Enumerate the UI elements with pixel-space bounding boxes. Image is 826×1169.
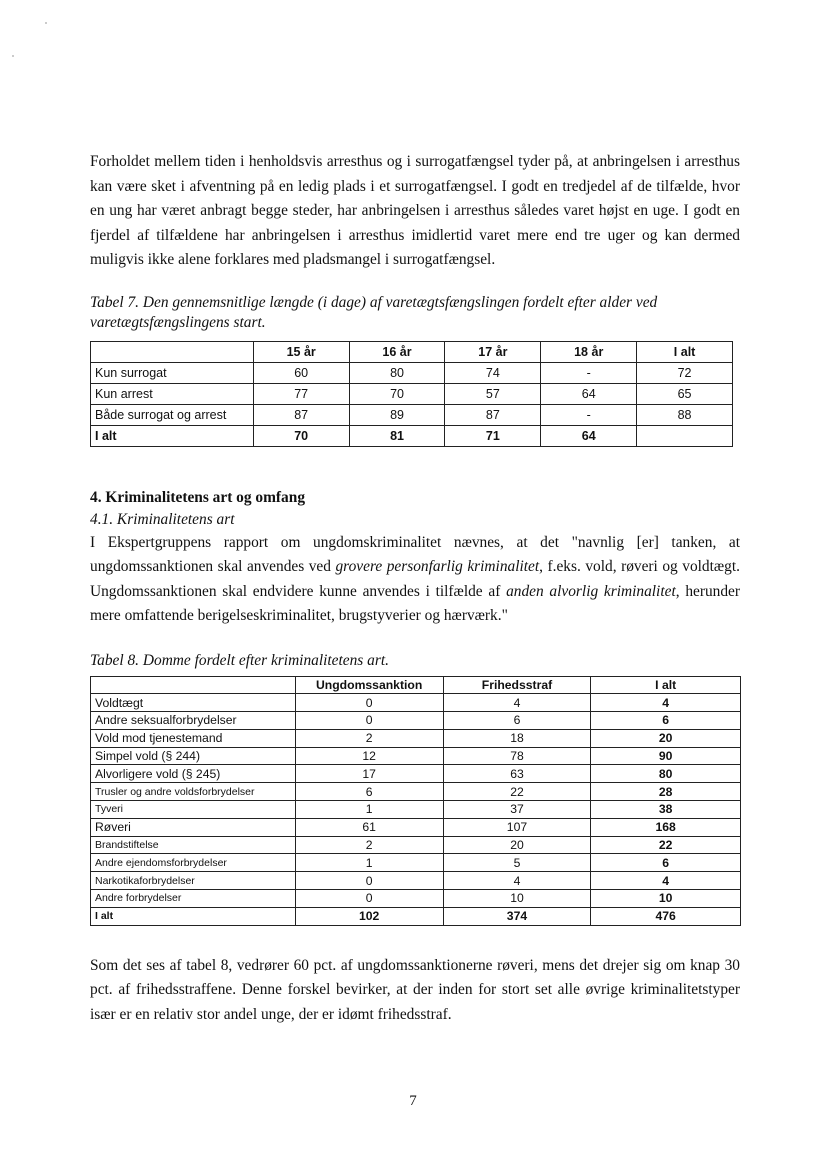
- emphasis-text: anden alvorlig kriminalitet: [506, 582, 676, 600]
- table8-cell: 2: [295, 729, 443, 747]
- table8-cell: 1: [295, 801, 443, 819]
- table8-cell: 18: [443, 729, 591, 747]
- table8-header-cell: I alt: [591, 676, 741, 694]
- table-row: [91, 383, 733, 404]
- table7-cell: 64: [541, 425, 637, 446]
- table8-cell: 102: [295, 907, 443, 925]
- table7-header-row: [91, 341, 733, 362]
- table8-total-row: [91, 907, 741, 925]
- table8-row-label: Røveri: [91, 818, 296, 836]
- table7-cell: 87: [445, 404, 541, 425]
- table7-cell: -: [541, 404, 637, 425]
- emphasis-text: grovere personfarlig kriminalitet: [335, 558, 540, 575]
- table8-cell: 4: [591, 694, 741, 712]
- table8-cell: 20: [443, 836, 591, 854]
- table-row: [91, 712, 741, 730]
- table-row: [91, 783, 741, 801]
- table7-cell: 87: [253, 404, 349, 425]
- table7-caption: Tabel 7. Den gennemsnitlige længde (i dage) af varetægtsfængslingen fordelt efter alder ved varetægtsfængslingens start.: [90, 293, 658, 331]
- table7-cell: 65: [637, 383, 733, 404]
- table8-cell: 90: [591, 747, 741, 765]
- scan-speck: [12, 55, 14, 57]
- table8-header-row: [91, 676, 741, 694]
- table7-cell: 70: [253, 425, 349, 446]
- table7-cell: 88: [637, 404, 733, 425]
- table7-cell: [637, 425, 733, 446]
- table8-row-label: Andre forbrydelser: [91, 890, 296, 908]
- table8-row-label: Brandstiftelse: [91, 836, 296, 854]
- table7-cell: -: [541, 362, 637, 383]
- table8-cell: 1: [295, 854, 443, 872]
- section-text: , herunder mere omfattende berigelseskriminalitet, brugstyverier og hærværk.": [90, 582, 741, 624]
- table8-cell: 168: [591, 818, 741, 836]
- table7-total-row: [91, 425, 733, 446]
- table7-row-label: Kun surrogat: [91, 362, 254, 383]
- table7-cell: 71: [445, 425, 541, 446]
- table7-cell: 74: [445, 362, 541, 383]
- table8-row-label: Andre seksualforbrydelser: [91, 712, 296, 730]
- table-row: [91, 854, 741, 872]
- table8-cell: 6: [443, 712, 591, 730]
- table8-cell: 28: [591, 783, 741, 801]
- table8-row-label: Tyveri: [91, 801, 296, 819]
- table7-cell: 80: [349, 362, 445, 383]
- table7-cell: 60: [253, 362, 349, 383]
- table-row: [91, 729, 741, 747]
- table8-row-label: I alt: [91, 907, 296, 925]
- table-row: [91, 765, 741, 783]
- table8-cell: 374: [443, 907, 591, 925]
- table8-cell: 22: [591, 836, 741, 854]
- table8-cell: 4: [443, 872, 591, 890]
- table8-cell: 22: [443, 783, 591, 801]
- table-row: [91, 362, 733, 383]
- table8-cell: 38: [591, 801, 741, 819]
- table7-header-cell: 16 år: [349, 341, 445, 362]
- table7-row-label: Både surrogat og arrest: [91, 404, 254, 425]
- table8-header-cell: Ungdomssanktion: [295, 676, 443, 694]
- table8-row-label: Voldtægt: [91, 694, 296, 712]
- section-text: I Ekspertgruppens rapport om ungdomskriminalitet nævnes, at det "navnlig [er] tanken, at ungdomssanktionen skal anvendes ved: [90, 533, 740, 575]
- section-paragraph: [90, 531, 740, 629]
- table8-cell: 6: [591, 854, 741, 872]
- section-heading: 4. Kriminalitetens art og omfang: [90, 488, 306, 506]
- intro-paragraph: Forholdet mellem tiden i henholdsvis arresthus og i surrogatfængsel tyder på, at anbringelsen i arresthus kan være sket i afventning på en ledig plads i et surrogatfængsel. I godt en tredjedel af de tilfælde, hvor en ung har været anbragt begge steder, har anbringelsen i arresthus således varet højst en uge. I godt en fjerdel af tilfældene har anbringelsen i arresthus imidlertid varet mere end tre uger og kan dermed muligvis ikke alene forklares med pladsmangel i surrogatfængsel.: [90, 153, 740, 268]
- table-row: [91, 872, 741, 890]
- table-row: [91, 818, 741, 836]
- table8-cell: 2: [295, 836, 443, 854]
- table8-row-label: Narkotikaforbrydelser: [91, 872, 296, 890]
- table7-cell: 77: [253, 383, 349, 404]
- table7-row-label: I alt: [91, 425, 254, 446]
- table-row: [91, 890, 741, 908]
- table8-cell: 78: [443, 747, 591, 765]
- table8-caption: Tabel 8. Domme fordelt efter kriminalitetens art.: [90, 651, 389, 669]
- table-row: [91, 694, 741, 712]
- table-row: [91, 836, 741, 854]
- table8-cell: 4: [591, 872, 741, 890]
- table8-cell: 61: [295, 818, 443, 836]
- table7-cell: 81: [349, 425, 445, 446]
- table8-cell: 4: [443, 694, 591, 712]
- scan-speck: [45, 22, 47, 24]
- table8-header-cell: [91, 676, 296, 694]
- table8: [90, 676, 741, 926]
- table8-cell: 63: [443, 765, 591, 783]
- table8-cell: 12: [295, 747, 443, 765]
- table7-row-label: Kun arrest: [91, 383, 254, 404]
- table8-row-label: Simpel vold (§ 244): [91, 747, 296, 765]
- table7-cell: 64: [541, 383, 637, 404]
- table8-cell: 5: [443, 854, 591, 872]
- final-paragraph: Som det ses af tabel 8, vedrører 60 pct. af ungdomssanktionerne røveri, mens det drejer sig om knap 30 pct. af frihedsstraffene. Denne forskel bevirker, at der inden for stort set alle øvrige kriminalitetstyper især er en relativ stor andel unge, der er idømt frihedsstraf.: [90, 956, 740, 1023]
- section-subheading: 4.1. Kriminalitetens art: [90, 510, 235, 528]
- table8-cell: 80: [591, 765, 741, 783]
- table8-row-label: Trusler og andre voldsforbrydelser: [91, 783, 296, 801]
- page-content: [90, 150, 740, 1027]
- table8-row-label: Vold mod tjenestemand: [91, 729, 296, 747]
- table7-cell: 89: [349, 404, 445, 425]
- table8-cell: 37: [443, 801, 591, 819]
- table8-row-label: Alvorligere vold (§ 245): [91, 765, 296, 783]
- table8-cell: 6: [591, 712, 741, 730]
- table7-header-cell: 17 år: [445, 341, 541, 362]
- table8-cell: 0: [295, 694, 443, 712]
- table8-cell: 476: [591, 907, 741, 925]
- table8-cell: 10: [591, 890, 741, 908]
- table7-header-cell: I alt: [637, 341, 733, 362]
- table7-cell: 72: [637, 362, 733, 383]
- table7-header-cell: 18 år: [541, 341, 637, 362]
- table8-cell: 17: [295, 765, 443, 783]
- table8-cell: 20: [591, 729, 741, 747]
- table8-cell: 6: [295, 783, 443, 801]
- table7-header-cell: 15 år: [253, 341, 349, 362]
- table7-cell: 70: [349, 383, 445, 404]
- table8-row-label: Andre ejendomsforbrydelser: [91, 854, 296, 872]
- table8-cell: 0: [295, 872, 443, 890]
- table8-cell: 107: [443, 818, 591, 836]
- table8-header-cell: Frihedsstraf: [443, 676, 591, 694]
- table8-cell: 0: [295, 890, 443, 908]
- table-row: [91, 747, 741, 765]
- table-row: [91, 404, 733, 425]
- table7: [90, 341, 733, 447]
- table7-header-cell: [91, 341, 254, 362]
- table8-cell: 0: [295, 712, 443, 730]
- table-row: [91, 801, 741, 819]
- table8-cell: 10: [443, 890, 591, 908]
- table7-cell: 57: [445, 383, 541, 404]
- section-text: , f.eks. vold, røveri og voldtægt. Ungdomssanktionen skal endvidere kunne anvendes i tilfælde af: [90, 558, 740, 600]
- page-number: 7: [409, 1093, 417, 1109]
